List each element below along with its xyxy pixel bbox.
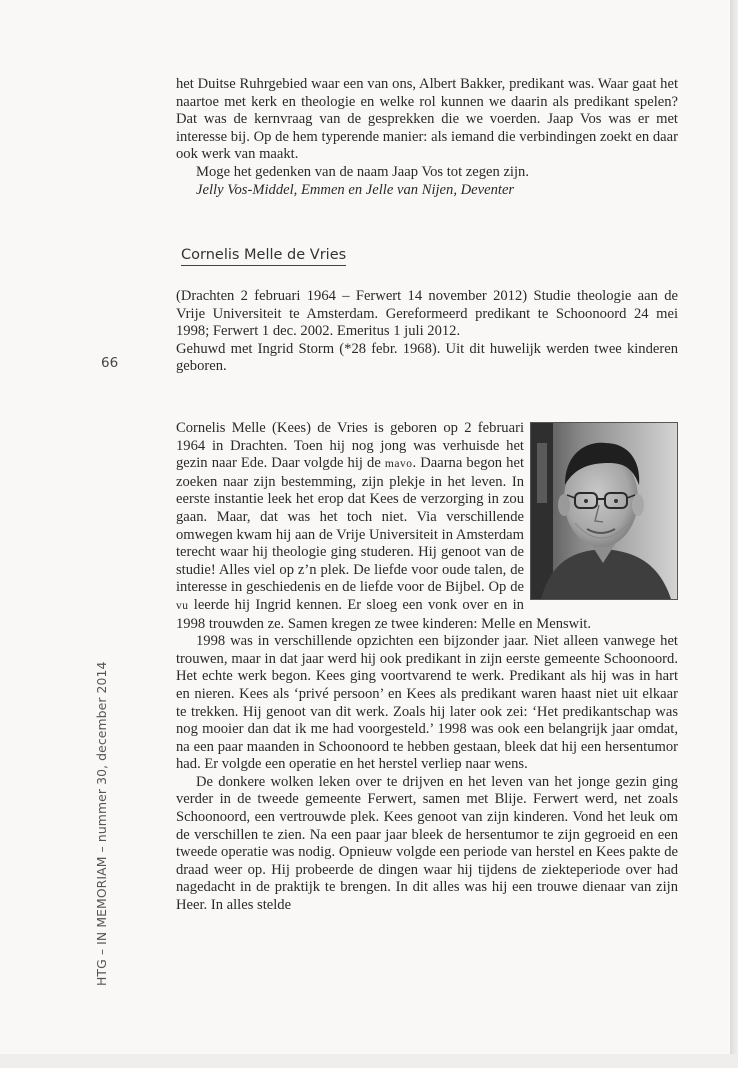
previous-obituary-ending bbox=[176, 76, 678, 199]
abbreviation-mavo: mavo bbox=[384, 458, 413, 471]
body-paragraph-3: De donkere wolken leken over te drijven en het leven van het jonge gezin ging verder in de tweede gemeente Ferwert, samen met Blije. Ferwert werd, net zoals Schoonoord, een vertrouwde plek. Kees genoot van zijn kinderen. Vond het leuk om de verschillen te zien. Na een paar jaar bleek de hersentumor te zijn gegroeid en een tweede operatie was nodig. Opnieuw volgde een periode van herstel en Kees pakte de draad weer op. Hij probeerde de dingen waar hij tijdens de ziekteperiode over had nagedacht in de praktijk te brengen. In dit alles was hij een trouwe dienaar van zijn Heer. In alles stelde bbox=[176, 773, 678, 914]
page-number: 66 bbox=[101, 355, 119, 371]
photo-float-spacer bbox=[524, 420, 678, 602]
bio-dates: (Drachten 2 februari 1964 – Ferwert 14 november 2012) Studie theologie aan de Vrije Universiteit te Amsterdam. Gereformeerd predikant te Schoonoord 24 mei 1998; Ferwert 1 dec. 2002. Emeritus 1 juli 2012. bbox=[176, 288, 678, 340]
author-signature: Jelly Vos-Middel, Emmen en Jelle van Nijen, Deventer bbox=[196, 181, 515, 198]
obituary-body bbox=[176, 420, 678, 915]
closing-line: Moge het gedenken van de naam Jaap Vos tot zegen zijn. bbox=[196, 163, 529, 180]
page-bottom-margin bbox=[0, 1054, 738, 1068]
page-edge bbox=[730, 0, 738, 1068]
running-head: HTG – IN MEMORIAM – nummer 30, december 2014 bbox=[94, 661, 109, 986]
body-paragraph-2: 1998 was in verschillende opzichten een bijzonder jaar. Niet alleen vanwege het trouwen, maar in dat jaar werd hij ook predikant in zijn eerste gemeente Schoonoord. Het echte werk begon. Kees ging voortvarend te werk. Predikant als hij was in hart en nieren. Kees als ‘privé persoon’ en Kees als predikant waren haast niet uit elkaar te trekken. Hij genoot van dit werk. Zoals hij later ook zei: ‘Het predikantschap was nog mooier dan dat ik me had voorgesteld.’ 1998 was ook een belangrijk jaar omdat, na een paar maanden in Schoonoord te hebben gestaan, bleek dat hij een hersentumor had. Er volgde een operatie en het herstel verliep naar wens. bbox=[176, 633, 678, 773]
biographical-data bbox=[176, 288, 678, 376]
body-paragraph-1: Cornelis Melle (Kees) de Vries is geboren op 2 februari 1964 in Drachten. Toen hij nog jong was verhuisde het gezin naar Ede. Daar volgde hij de mavo. Daarna begon het zoeken naar zijn bestemming, zijn plekje in het leven. In eerste instantie leek het erop dat Kees de verzorging in zou gaan. Maar, dat was het toch niet. Via verschillende omwegen kwam hij aan de Vrije Universiteit in Amsterdam terecht waar hij theologie ging studeren. Hij genoot van de studie! Alles viel op z’n plek. De liefde voor oude talen, de interesse in geschiedenis en de liefde voor de Bijbel. Op de vu leerde hij Ingrid kennen. Er sloeg een vonk over en in 1998 trouwden ze. Samen kregen ze twee kinderen: Melle en Menswit. bbox=[176, 420, 678, 633]
previous-obituary-paragraph: het Duitse Ruhrgebied waar een van ons, Albert Bakker, predikant was. Waar gaat het naartoe met kerk en theologie en welke rol kunnen we daarin als predikant spelen? Dat was de kernvraag van de gesprekken die we voerden. Jaap Vos was er met interesse bij. Op de hem typerende manier: als iemand die verbindingen zoekt en daar ook werk van maakt. bbox=[176, 76, 678, 163]
section-title: Cornelis Melle de Vries bbox=[181, 247, 346, 266]
abbreviation-vu: vu bbox=[176, 599, 189, 612]
marriage-line: Gehuwd met Ingrid Storm (*28 febr. 1968). Uit dit huwelijk werden twee kinderen geboren. bbox=[176, 340, 678, 375]
